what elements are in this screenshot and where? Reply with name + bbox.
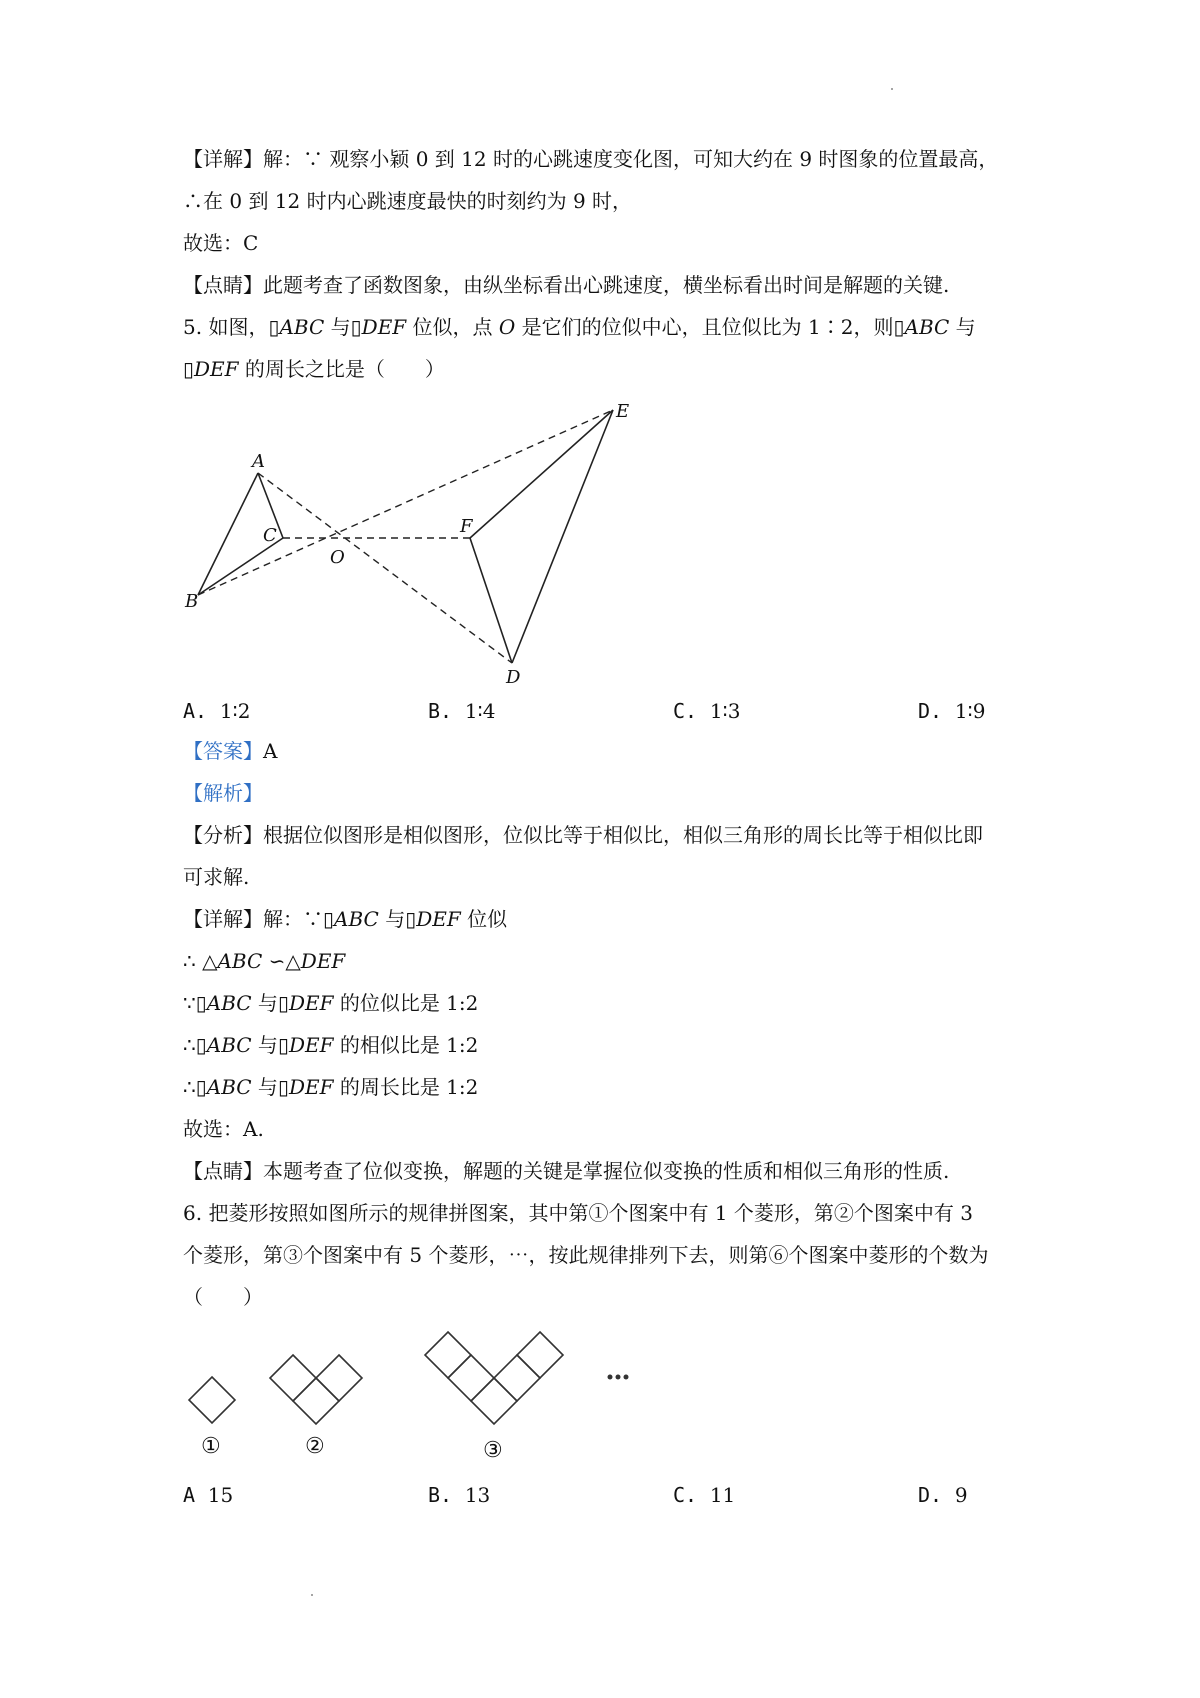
- ellipsis-dot: [616, 1375, 621, 1380]
- label-o: O: [330, 547, 345, 568]
- detail-text: 的位似比是 1:2: [333, 991, 479, 1015]
- q6-stem-line2: 个菱形，第③个图案中有 5 个菱形，⋯，按此规律排列下去，则第⑥个图案中菱形的个数为: [183, 1243, 989, 1267]
- q5-stem-text: 5. 如图，: [183, 315, 269, 339]
- option-value: 9: [954, 1483, 968, 1507]
- option-value: 11: [709, 1483, 736, 1507]
- option-key: B.: [428, 1483, 453, 1507]
- triangle-abc: ABC: [334, 907, 379, 931]
- detail-text: ∴: [183, 1033, 196, 1057]
- q5-analysis-line2: 可求解.: [183, 865, 250, 889]
- point-o: O: [498, 315, 516, 339]
- q6-option-a[interactable]: [183, 1481, 233, 1509]
- triangle-symbol: ▯: [277, 1075, 289, 1099]
- q5-stem-text: 与: [949, 315, 976, 339]
- q5-stem-line1: [183, 313, 976, 341]
- option-key: D.: [918, 699, 943, 723]
- triangle-def: DEF: [288, 1075, 334, 1099]
- q5-analysis-tag: 【解析】: [183, 781, 263, 805]
- q5-choice: 故选：A.: [183, 1117, 264, 1141]
- triangle-def-shape: [470, 410, 613, 663]
- triangle-symbol: ▯: [350, 315, 362, 339]
- label-f: F: [460, 516, 473, 537]
- q5-stem-text: 的周长之比是（ ）: [238, 357, 445, 381]
- q6-option-d[interactable]: [918, 1481, 968, 1509]
- ellipsis-dot: [624, 1375, 629, 1380]
- label-a: A: [252, 451, 265, 472]
- detail-text: 与: [251, 991, 278, 1015]
- label-e: E: [616, 401, 630, 422]
- answer-tag: 【答案】: [183, 739, 263, 763]
- triangle-symbol: ▯: [268, 315, 280, 339]
- rhombus-pattern-1: [189, 1377, 235, 1423]
- triangle-def: DEF: [288, 991, 334, 1015]
- label-b: B: [185, 591, 199, 612]
- homothety-figure: [180, 395, 650, 685]
- q5-option-b[interactable]: [428, 697, 495, 725]
- option-value: 15: [207, 1483, 234, 1507]
- q6-stem-line1: 6. 把菱形按照如图所示的规律拼图案，其中第①个图案中有 1 个菱形，第②个图案中有 3: [183, 1201, 973, 1225]
- q5-option-c[interactable]: [673, 697, 740, 725]
- option-value: 13: [464, 1483, 491, 1507]
- prev-comment: 【点睛】此题考查了函数图象，由纵坐标看出心跳速度，横坐标看出时间是解题的关键.: [183, 273, 950, 297]
- q5-detail-line5: [183, 1073, 478, 1101]
- triangle-symbol: ▯: [183, 357, 195, 381]
- label-c: C: [263, 525, 277, 546]
- detail-text: ∴ △: [183, 949, 218, 973]
- detail-text: 的周长比是 1:2: [333, 1075, 479, 1099]
- option-value: 1∶2: [219, 699, 251, 723]
- triangle-symbol: ▯: [405, 907, 417, 931]
- triangle-abc: ABC: [206, 991, 252, 1015]
- triangle-symbol: ▯: [195, 991, 207, 1015]
- option-value: 1∶4: [464, 699, 496, 723]
- rhombus-pattern-3: [425, 1332, 563, 1424]
- detail-text: 与: [251, 1075, 278, 1099]
- answer-value: A: [263, 739, 278, 763]
- option-value: 1∶9: [954, 699, 986, 723]
- option-key: D.: [918, 1483, 943, 1507]
- scan-dot: [891, 88, 893, 90]
- triangle-symbol: ▯: [195, 1033, 207, 1057]
- q5-stem-line2: [183, 355, 445, 383]
- detail-text: ∴: [183, 1075, 196, 1099]
- option-key: A.: [183, 699, 208, 723]
- triangle-def: DEF: [194, 357, 239, 381]
- q5-stem-text: 位似，点: [406, 315, 499, 339]
- q5-analysis-line1: 【分析】根据位似图形是相似图形，位似比等于相似比，相似三角形的周长比等于相似比即: [183, 823, 983, 847]
- q6-stem-line3: （ ）: [183, 1285, 263, 1309]
- triangle-abc: ABC: [206, 1033, 252, 1057]
- prev-choice: 故选：C: [183, 231, 259, 255]
- dashed-rays: [198, 410, 613, 663]
- triangle-abc: ABC: [217, 949, 263, 973]
- detail-text: 与: [251, 1033, 278, 1057]
- label-d: D: [506, 667, 521, 685]
- triangle-abc: ABC: [206, 1075, 252, 1099]
- pattern-label-2: ②: [305, 1434, 325, 1459]
- q6-option-b[interactable]: [428, 1481, 490, 1509]
- q5-detail-line2: [183, 947, 345, 975]
- triangle-symbol: ▯: [195, 1075, 207, 1099]
- detail-text: 的相似比是 1:2: [333, 1033, 479, 1057]
- prev-detail-line1: 【详解】解：∵ 观察小颖 0 到 12 时的心跳速度变化图，可知大约在 9 时图象的位置最高，: [183, 147, 999, 171]
- triangle-symbol: ▯: [277, 1033, 289, 1057]
- q5-stem-text: 是它们的位似中心，且位似比为 1∶2，则: [515, 315, 894, 339]
- option-key: C.: [673, 699, 698, 723]
- q5-option-d[interactable]: [918, 697, 985, 725]
- q5-stem-text: 与: [324, 315, 351, 339]
- option-key: C.: [673, 1483, 698, 1507]
- triangle-def: DEF: [288, 1033, 334, 1057]
- triangle-symbol: ▯: [277, 991, 289, 1015]
- triangle-def: DEF: [361, 315, 407, 339]
- scan-dot: [311, 1594, 313, 1596]
- detail-text: ∵: [183, 991, 196, 1015]
- triangle-symbol: ▯: [323, 907, 335, 931]
- rhombus-pattern-2: [270, 1355, 362, 1424]
- detail-text: 与: [378, 907, 406, 931]
- triangle-def: DEF: [300, 949, 346, 973]
- option-value: 1∶3: [709, 699, 741, 723]
- pattern-label-1: ①: [201, 1434, 221, 1459]
- q5-detail-line1: [183, 905, 507, 933]
- q5-detail-line4: [183, 1031, 478, 1059]
- detail-text: 【详解】解：∵: [183, 907, 323, 931]
- q5-option-a[interactable]: [183, 697, 250, 725]
- prev-detail-line2: ∴在 0 到 12 时内心跳速度最快的时刻约为 9 时，: [183, 189, 633, 213]
- triangle-symbol: ▯: [893, 315, 905, 339]
- q5-answer: [183, 737, 277, 765]
- triangle-abc: ABC: [904, 315, 950, 339]
- pattern-label-3: ③: [483, 1438, 503, 1463]
- detail-text: 位似: [460, 907, 508, 931]
- ellipsis-dot: [608, 1375, 613, 1380]
- option-key: B.: [428, 699, 453, 723]
- q6-option-c[interactable]: [673, 1481, 735, 1509]
- q5-detail-line3: [183, 989, 478, 1017]
- rhombus-pattern-figure: [180, 1320, 700, 1470]
- q5-comment: 【点睛】本题考查了位似变换，解题的关键是掌握位似变换的性质和相似三角形的性质.: [183, 1159, 950, 1183]
- triangle-abc: ABC: [279, 315, 325, 339]
- detail-text: ∽△: [262, 949, 301, 973]
- option-key: A: [183, 1483, 196, 1507]
- triangle-def: DEF: [416, 907, 461, 931]
